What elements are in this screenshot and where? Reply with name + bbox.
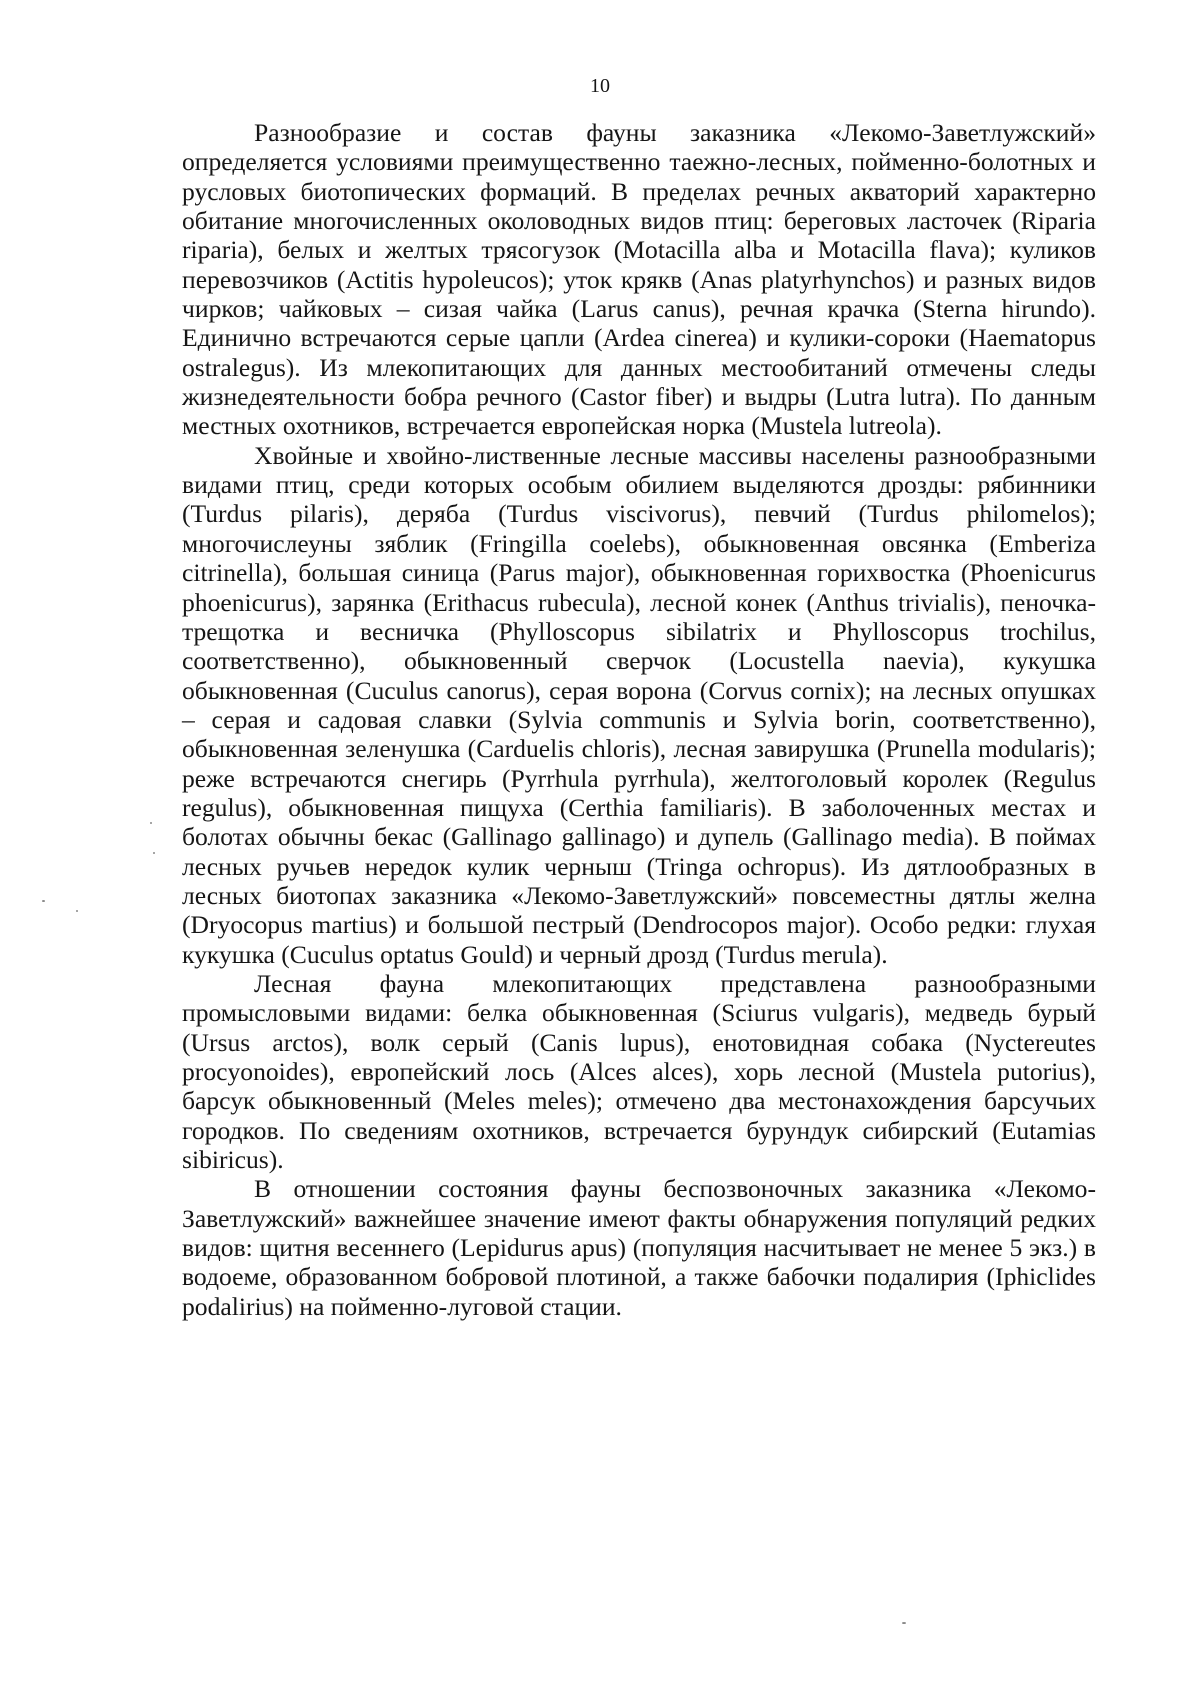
paragraph-wetland-fauna: Разнообразие и состав фауны заказника «Лекомо-Заветлужский» определяется условиями преимущественно таежно-лесных, пойменно-болотных и русловых биотопических формаций. В пределах речных акваторий характерно обитание многочисленных околоводных видов птиц: береговых ласточек (Riparia riparia), белых и желтых трясогузок (Motacilla alba и Motacilla flava); куликов перевозчиков (Actitis hypoleucos); уток крякв (Anas platyrhynchos) и разных видов чирков; чайковых – сизая чайка (Larus canus), речная крачка (Sterna hirundo). Единично встречаются серые цапли (Ardea cinerea) и кулики-сороки (Haematopus ostralegus). Из млекопитающих для данных местообитаний отмечены следы жизнедеятельности бобра речного (Castor fiber) и выдры (Lutra lutra). По данным местных охотников, встречается европейская норка (Mustela lutreola). <box>182 118 1096 441</box>
paragraph-invertebrates: В отношении состояния фауны беспозвоночных заказника «Лекомо-Заветлужский» важнейшее значение имеют факты обнаружения популяций редких видов: щитня весеннего (Lepidurus apus) (популяция насчитывает не менее 5 экз.) в водоеме, образованном бобровой плотиной, а также бабочки подалирия (Iphiclides podalirius) на пойменно-луговой стации. <box>182 1174 1096 1321</box>
document-body <box>182 118 1096 1321</box>
scan-speck <box>76 910 78 912</box>
paragraph-forest-birds: Хвойные и хвойно-лиственные лесные массивы населены разнообразными видами птиц, среди которых особым обилием выделяются дрозды: рябинники (Turdus pilaris), деряба (Turdus viscivorus), певчий (Turdus philomelos); многочислеуны зяблик (Fringilla coelebs), обыкновенная овсянка (Emberiza citrinella), большая синица (Parus major), обыкновенная горихвостка (Phoenicurus phoenicurus), зарянка (Erithacus rubecula), лесной конек (Anthus trivialis), пеночка-трещотка и весничка (Phylloscopus sibilatrix и Phylloscopus trochilus, соответственно), обыкновенный сверчок (Locustella naevia), кукушка обыкновенная (Cuculus canorus), серая ворона (Corvus cornix); на лесных опушках – серая и садовая славки (Sylvia communis и Sylvia borin, соответственно), обыкновенная зеленушка (Carduelis chloris), лесная завирушка (Prunella modularis); реже встречаются снегирь (Pyrrhula pyrrhula), желтоголовый королек (Regulus regulus), обыкновенная пищуха (Certhia familiaris). В заболоченных местах и болотах обычны бекас (Gallinago gallinago) и дупель (Gallinago media). В поймах лесных ручьев нередок кулик черныш (Tringa ochropus). Из дятлообразных в лесных биотопах заказника «Лекомо-Заветлужский» повсеместны дятлы желна (Dryocopus martius) и большой пестрый (Dendrocopos major). Особо редки: глухая кукушка (Cuculus optatus Gould) и черный дрозд (Turdus merula). <box>182 440 1096 969</box>
page-number: 10 <box>590 75 610 97</box>
scan-speck <box>42 900 45 902</box>
scan-speck <box>150 822 152 824</box>
scan-speck <box>153 852 155 854</box>
scan-speck <box>902 1622 906 1624</box>
paragraph-forest-mammals: Лесная фауна млекопитающих представлена разнообразными промысловыми видами: белка обыкновенная (Sciurus vulgaris), медведь бурый (Ursus arctos), волк серый (Canis lupus), енотовидная собака (Nyctereutes procyonoides), европейский лось (Alces alces), хорь лесной (Mustela putorius), барсук обыкновенный (Meles meles); отмечено два местонахождения барсучьих городков. По сведениям охотников, встречается бурундук сибирский (Eutamias sibiricus). <box>182 968 1096 1175</box>
